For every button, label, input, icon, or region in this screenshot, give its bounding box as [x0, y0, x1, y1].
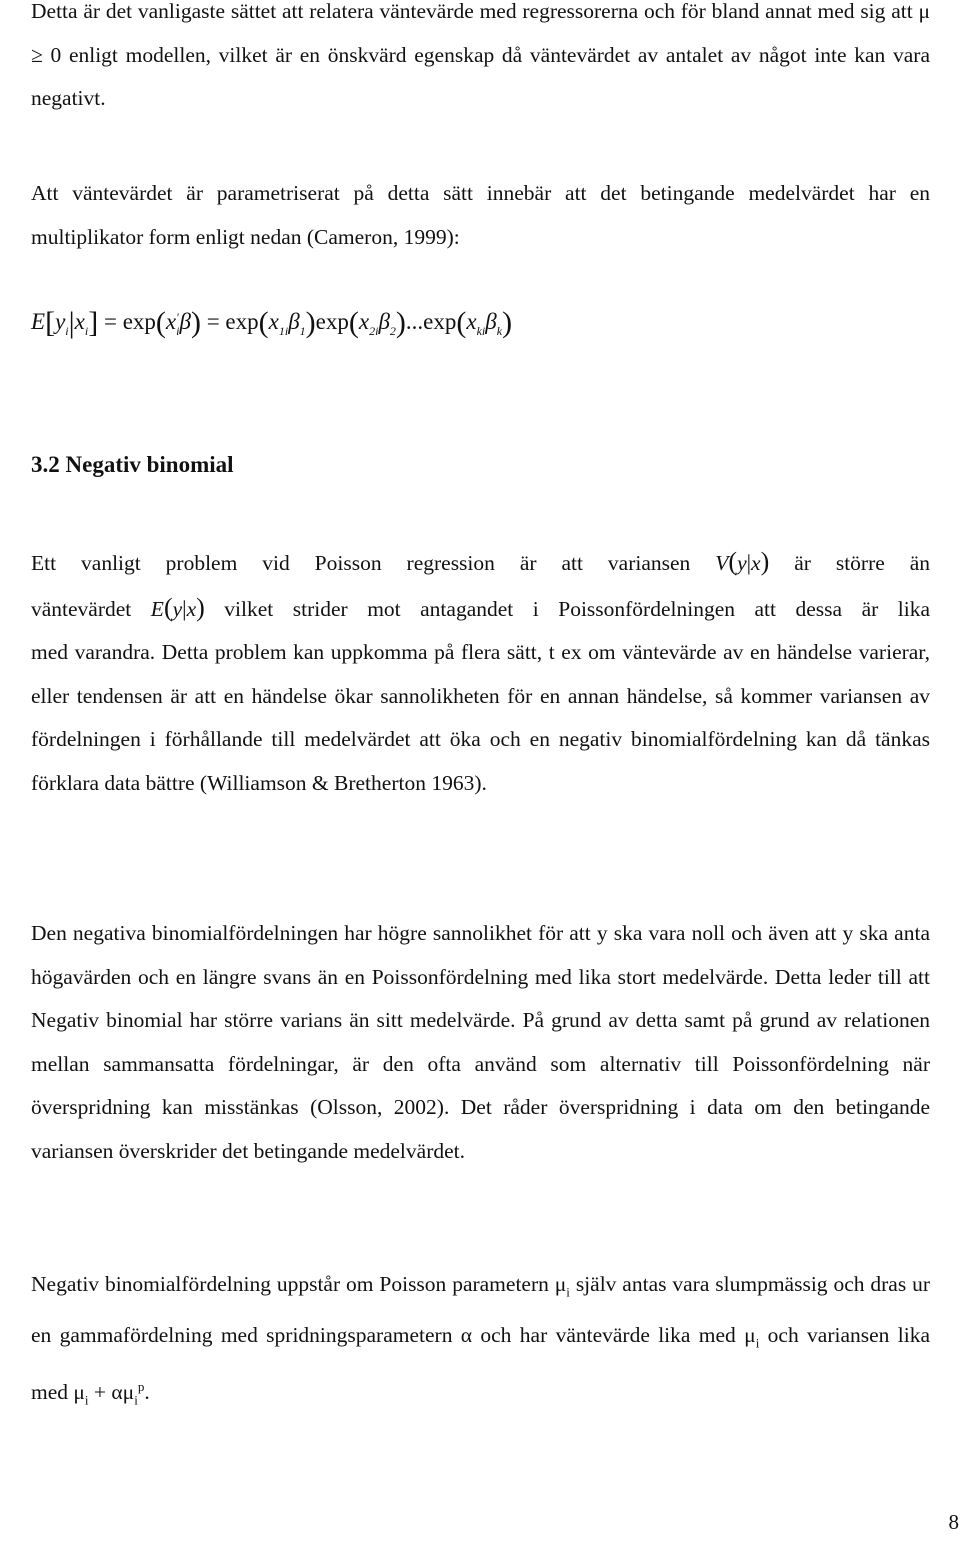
- paragraph-2: Att väntevärdet är parametriserat på detta sätt innebär att det betingande medelvärdet har en multiplikator form enligt nedan (Cameron, 1999):: [31, 181, 930, 249]
- paragraph-3-line-2: [31, 586, 930, 632]
- paragraph-3-rest: med varandra. Detta problem kan uppkomma på flera sätt, t ex om väntevärde av en händelse varierar, eller tendensen är att en händelse ökar sannolikheten för en annan händelse, så kommer variansen av fördelningen i förhållande till medelvärdet att öka och en negativ binomialfördelning kan då tänkas förklara data bättre (Williamson & Bretherton 1963).: [31, 640, 930, 795]
- text-span: .: [144, 1379, 150, 1404]
- text-span: vilket strider mot antagandet i Poissonfördelningen att dessa är lika: [224, 596, 931, 621]
- formula-y: y: [55, 309, 66, 334]
- math-x: x: [751, 551, 761, 575]
- subscript-i: i: [755, 1335, 760, 1351]
- page-number: 8: [948, 1510, 959, 1534]
- text-span: Negativ binomialfördelning uppstår om Poisson parametern μ: [31, 1272, 567, 1296]
- subscript-i: i: [134, 1392, 138, 1408]
- superscript-p: p: [137, 1378, 145, 1394]
- formula-exp: exp: [423, 309, 457, 334]
- paragraph-5: [31, 1263, 930, 1422]
- variance-expression: V(y|x): [715, 547, 770, 576]
- formula-beta: β: [288, 309, 300, 334]
- formula-sub: 2: [389, 324, 396, 338]
- text-span: + αμ: [88, 1379, 135, 1404]
- text-span: och variansen lika med μ: [31, 1322, 930, 1404]
- formula-x: x: [268, 309, 279, 334]
- formula-sub: 1: [299, 324, 306, 338]
- formula-sub: 1i: [278, 324, 289, 338]
- paragraph-3: [31, 540, 930, 806]
- formula-exp: exp: [122, 309, 156, 334]
- formula-eq: =: [103, 309, 117, 334]
- formula-dots: ...: [405, 309, 424, 334]
- math-V: V: [715, 551, 729, 575]
- formula-x: x: [358, 309, 370, 334]
- paragraph-3-line-1: [31, 540, 930, 586]
- math-x: x: [186, 596, 197, 621]
- formula-exp: exp: [225, 309, 259, 334]
- expectation-formula: $E[y_i|x_i] = \exp(x$ $_{' i}\beta) = \exp(x_{1i}\beta_1)\exp(x_{2i}\beta_2)...\exp(x_{ki}\beta_k)$: [31, 306, 513, 339]
- formula-sub: i: [65, 324, 69, 338]
- formula-beta: β: [378, 309, 390, 334]
- text-span: är större än: [794, 551, 931, 575]
- text-span: väntevärdet: [31, 596, 132, 621]
- section-heading: 3.2 Negativ binomial: [31, 452, 234, 477]
- formula-sub: ki: [476, 324, 486, 338]
- expectation-expression: E(y|x): [150, 592, 205, 622]
- formula-E: E: [31, 309, 46, 334]
- paragraph-4: Den negativa binomialfördelningen har högre sannolikhet för att y ska vara noll och även att y ska anta högavärden och en längre svans än en Poissonfördelning med lika stort medelvärde. Detta leder till att Negativ binomial har större varians än sitt medelvärde. På grund av detta samt på grund av relationen mellan sammansatta fördelningar, är den ofta använd som alternativ till Poissonfördelning när överspridning kan misstänkas (Olsson, 2002). Det råder överspridning i data om den betingande variansen överskrider det betingande medelvärdet.: [31, 921, 930, 1163]
- formula-x: x: [74, 309, 85, 334]
- formula-sub: k: [496, 324, 503, 338]
- formula-beta: β: [179, 309, 191, 334]
- subscript-i: i: [84, 1392, 89, 1408]
- math-E: E: [150, 596, 164, 621]
- text-span: själv antas vara slumpmässig och dras ur en gammafördelning med spridningsparametern α och har väntevärde lika med μ: [31, 1272, 930, 1347]
- math-y: y: [737, 551, 747, 575]
- subscript-i: i: [566, 1284, 570, 1300]
- text-span: Ett vanligt problem vid Poisson regression är att variansen: [31, 551, 691, 575]
- formula-eq: =: [206, 309, 220, 334]
- formula-beta: β: [485, 309, 497, 334]
- paragraph-1: Detta är det vanligaste sättet att relatera väntevärde med regressorerna och för bland annat med sig att μ ≥ 0 enligt modellen, vilket är en önskvärd egenskap då väntevärdet av antalet av något inte kan vara negativt.: [31, 0, 930, 111]
- formula-sub: i: [84, 324, 89, 338]
- math-y: y: [172, 596, 183, 621]
- formula-x: x: [466, 309, 477, 334]
- formula-sub: 2i: [369, 324, 379, 338]
- formula-sub: i: [176, 324, 180, 338]
- formula-prime: ': [176, 310, 179, 324]
- formula-exp: exp: [315, 309, 349, 334]
- formula-x: x: [165, 309, 177, 334]
